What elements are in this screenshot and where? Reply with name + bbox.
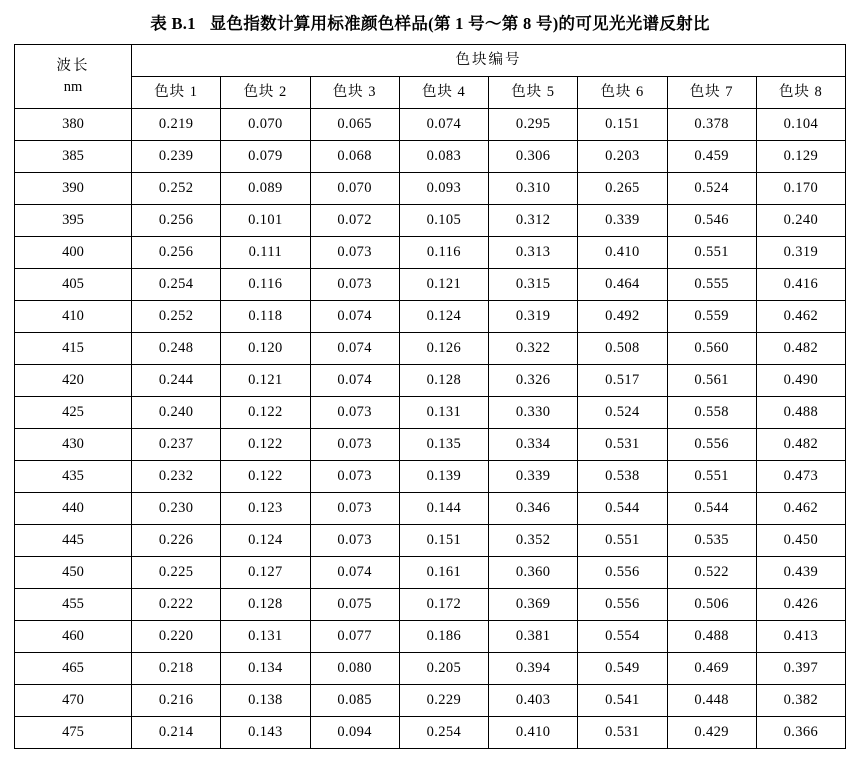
cell-reflectance-patch-7: 0.488 bbox=[667, 621, 756, 653]
column-header-patch-7: 色块 7 bbox=[667, 77, 756, 109]
cell-reflectance-patch-1: 0.226 bbox=[132, 525, 221, 557]
cell-reflectance-patch-2: 0.134 bbox=[221, 653, 310, 685]
table-body bbox=[15, 109, 846, 749]
cell-reflectance-patch-7: 0.561 bbox=[667, 365, 756, 397]
cell-reflectance-patch-7: 0.558 bbox=[667, 397, 756, 429]
cell-reflectance-patch-3: 0.073 bbox=[310, 397, 399, 429]
cell-reflectance-patch-4: 0.151 bbox=[399, 525, 488, 557]
table-row bbox=[15, 557, 846, 589]
cell-reflectance-patch-2: 0.111 bbox=[221, 237, 310, 269]
cell-reflectance-patch-1: 0.254 bbox=[132, 269, 221, 301]
table-row bbox=[15, 461, 846, 493]
cell-reflectance-patch-1: 0.222 bbox=[132, 589, 221, 621]
column-header-patch-4: 色块 4 bbox=[399, 77, 488, 109]
cell-reflectance-patch-4: 0.126 bbox=[399, 333, 488, 365]
cell-reflectance-patch-6: 0.531 bbox=[578, 429, 667, 461]
cell-wavelength: 415 bbox=[15, 333, 132, 365]
cell-wavelength: 455 bbox=[15, 589, 132, 621]
cell-reflectance-patch-5: 0.394 bbox=[489, 653, 578, 685]
cell-wavelength: 470 bbox=[15, 685, 132, 717]
cell-reflectance-patch-1: 0.239 bbox=[132, 141, 221, 173]
cell-reflectance-patch-1: 0.225 bbox=[132, 557, 221, 589]
cell-reflectance-patch-8: 0.426 bbox=[756, 589, 845, 621]
cell-reflectance-patch-7: 0.546 bbox=[667, 205, 756, 237]
cell-reflectance-patch-4: 0.116 bbox=[399, 237, 488, 269]
table-row bbox=[15, 493, 846, 525]
table-row bbox=[15, 301, 846, 333]
table-row bbox=[15, 205, 846, 237]
cell-reflectance-patch-8: 0.490 bbox=[756, 365, 845, 397]
cell-reflectance-patch-1: 0.248 bbox=[132, 333, 221, 365]
cell-reflectance-patch-3: 0.075 bbox=[310, 589, 399, 621]
cell-reflectance-patch-6: 0.203 bbox=[578, 141, 667, 173]
cell-wavelength: 440 bbox=[15, 493, 132, 525]
cell-reflectance-patch-8: 0.473 bbox=[756, 461, 845, 493]
cell-reflectance-patch-4: 0.172 bbox=[399, 589, 488, 621]
table-caption bbox=[0, 0, 860, 44]
table-row bbox=[15, 365, 846, 397]
cell-reflectance-patch-5: 0.322 bbox=[489, 333, 578, 365]
cell-reflectance-patch-1: 0.252 bbox=[132, 173, 221, 205]
cell-reflectance-patch-2: 0.101 bbox=[221, 205, 310, 237]
cell-reflectance-patch-7: 0.544 bbox=[667, 493, 756, 525]
cell-reflectance-patch-6: 0.508 bbox=[578, 333, 667, 365]
cell-reflectance-patch-5: 0.313 bbox=[489, 237, 578, 269]
cell-reflectance-patch-6: 0.551 bbox=[578, 525, 667, 557]
cell-reflectance-patch-1: 0.256 bbox=[132, 237, 221, 269]
cell-reflectance-patch-6: 0.556 bbox=[578, 557, 667, 589]
cell-reflectance-patch-7: 0.448 bbox=[667, 685, 756, 717]
table-row bbox=[15, 589, 846, 621]
cell-reflectance-patch-2: 0.079 bbox=[221, 141, 310, 173]
cell-reflectance-patch-2: 0.131 bbox=[221, 621, 310, 653]
cell-reflectance-patch-2: 0.123 bbox=[221, 493, 310, 525]
cell-reflectance-patch-4: 0.074 bbox=[399, 109, 488, 141]
cell-reflectance-patch-1: 0.240 bbox=[132, 397, 221, 429]
cell-reflectance-patch-6: 0.339 bbox=[578, 205, 667, 237]
column-header-patch-2: 色块 2 bbox=[221, 77, 310, 109]
cell-reflectance-patch-4: 0.131 bbox=[399, 397, 488, 429]
cell-reflectance-patch-3: 0.074 bbox=[310, 365, 399, 397]
cell-reflectance-patch-1: 0.214 bbox=[132, 717, 221, 749]
cell-reflectance-patch-3: 0.070 bbox=[310, 173, 399, 205]
cell-reflectance-patch-4: 0.161 bbox=[399, 557, 488, 589]
cell-wavelength: 405 bbox=[15, 269, 132, 301]
cell-reflectance-patch-1: 0.244 bbox=[132, 365, 221, 397]
cell-reflectance-patch-4: 0.093 bbox=[399, 173, 488, 205]
cell-reflectance-patch-8: 0.439 bbox=[756, 557, 845, 589]
cell-reflectance-patch-4: 0.139 bbox=[399, 461, 488, 493]
cell-reflectance-patch-6: 0.410 bbox=[578, 237, 667, 269]
cell-reflectance-patch-2: 0.120 bbox=[221, 333, 310, 365]
cell-reflectance-patch-2: 0.118 bbox=[221, 301, 310, 333]
cell-reflectance-patch-7: 0.551 bbox=[667, 461, 756, 493]
table-row bbox=[15, 685, 846, 717]
table-row bbox=[15, 269, 846, 301]
cell-reflectance-patch-1: 0.219 bbox=[132, 109, 221, 141]
table-row bbox=[15, 397, 846, 429]
cell-reflectance-patch-8: 0.366 bbox=[756, 717, 845, 749]
cell-reflectance-patch-6: 0.531 bbox=[578, 717, 667, 749]
cell-reflectance-patch-1: 0.252 bbox=[132, 301, 221, 333]
cell-reflectance-patch-5: 0.410 bbox=[489, 717, 578, 749]
cell-reflectance-patch-4: 0.135 bbox=[399, 429, 488, 461]
cell-wavelength: 385 bbox=[15, 141, 132, 173]
cell-reflectance-patch-7: 0.429 bbox=[667, 717, 756, 749]
table-number: 表 B.1 bbox=[150, 14, 196, 33]
cell-reflectance-patch-8: 0.482 bbox=[756, 333, 845, 365]
cell-reflectance-patch-2: 0.122 bbox=[221, 429, 310, 461]
cell-reflectance-patch-6: 0.549 bbox=[578, 653, 667, 685]
cell-wavelength: 475 bbox=[15, 717, 132, 749]
cell-reflectance-patch-4: 0.083 bbox=[399, 141, 488, 173]
cell-wavelength: 435 bbox=[15, 461, 132, 493]
cell-reflectance-patch-6: 0.464 bbox=[578, 269, 667, 301]
table-row bbox=[15, 653, 846, 685]
cell-reflectance-patch-5: 0.403 bbox=[489, 685, 578, 717]
cell-reflectance-patch-1: 0.230 bbox=[132, 493, 221, 525]
cell-reflectance-patch-7: 0.559 bbox=[667, 301, 756, 333]
cell-reflectance-patch-5: 0.339 bbox=[489, 461, 578, 493]
cell-reflectance-patch-2: 0.089 bbox=[221, 173, 310, 205]
cell-reflectance-patch-5: 0.330 bbox=[489, 397, 578, 429]
cell-reflectance-patch-5: 0.369 bbox=[489, 589, 578, 621]
cell-reflectance-patch-8: 0.170 bbox=[756, 173, 845, 205]
cell-reflectance-patch-7: 0.524 bbox=[667, 173, 756, 205]
cell-reflectance-patch-1: 0.237 bbox=[132, 429, 221, 461]
cell-reflectance-patch-4: 0.229 bbox=[399, 685, 488, 717]
cell-reflectance-patch-8: 0.382 bbox=[756, 685, 845, 717]
cell-reflectance-patch-2: 0.138 bbox=[221, 685, 310, 717]
cell-reflectance-patch-3: 0.094 bbox=[310, 717, 399, 749]
cell-wavelength: 430 bbox=[15, 429, 132, 461]
wavelength-header bbox=[15, 45, 132, 109]
cell-reflectance-patch-6: 0.544 bbox=[578, 493, 667, 525]
cell-reflectance-patch-5: 0.346 bbox=[489, 493, 578, 525]
column-header-patch-6: 色块 6 bbox=[578, 77, 667, 109]
cell-reflectance-patch-1: 0.220 bbox=[132, 621, 221, 653]
cell-wavelength: 390 bbox=[15, 173, 132, 205]
cell-wavelength: 465 bbox=[15, 653, 132, 685]
cell-reflectance-patch-8: 0.397 bbox=[756, 653, 845, 685]
cell-reflectance-patch-7: 0.459 bbox=[667, 141, 756, 173]
cell-wavelength: 450 bbox=[15, 557, 132, 589]
cell-reflectance-patch-3: 0.073 bbox=[310, 237, 399, 269]
cell-reflectance-patch-4: 0.186 bbox=[399, 621, 488, 653]
column-header-patch-8: 色块 8 bbox=[756, 77, 845, 109]
cell-reflectance-patch-1: 0.218 bbox=[132, 653, 221, 685]
cell-reflectance-patch-5: 0.326 bbox=[489, 365, 578, 397]
cell-reflectance-patch-4: 0.128 bbox=[399, 365, 488, 397]
cell-reflectance-patch-6: 0.541 bbox=[578, 685, 667, 717]
color-patch-group-header: 色块编号 bbox=[132, 45, 846, 77]
cell-reflectance-patch-7: 0.469 bbox=[667, 653, 756, 685]
cell-reflectance-patch-8: 0.129 bbox=[756, 141, 845, 173]
cell-reflectance-patch-6: 0.538 bbox=[578, 461, 667, 493]
cell-reflectance-patch-3: 0.074 bbox=[310, 333, 399, 365]
cell-reflectance-patch-2: 0.122 bbox=[221, 461, 310, 493]
cell-reflectance-patch-2: 0.116 bbox=[221, 269, 310, 301]
cell-wavelength: 410 bbox=[15, 301, 132, 333]
cell-reflectance-patch-4: 0.205 bbox=[399, 653, 488, 685]
cell-reflectance-patch-8: 0.240 bbox=[756, 205, 845, 237]
cell-reflectance-patch-4: 0.254 bbox=[399, 717, 488, 749]
table-row bbox=[15, 525, 846, 557]
cell-reflectance-patch-8: 0.104 bbox=[756, 109, 845, 141]
cell-reflectance-patch-2: 0.128 bbox=[221, 589, 310, 621]
cell-reflectance-patch-3: 0.065 bbox=[310, 109, 399, 141]
table-title: 显色指数计算用标准颜色样品(第 1 号～第 8 号)的可见光光谱反射比 bbox=[209, 14, 710, 33]
cell-reflectance-patch-3: 0.074 bbox=[310, 301, 399, 333]
cell-reflectance-patch-5: 0.381 bbox=[489, 621, 578, 653]
cell-reflectance-patch-6: 0.554 bbox=[578, 621, 667, 653]
cell-reflectance-patch-8: 0.416 bbox=[756, 269, 845, 301]
table-row bbox=[15, 621, 846, 653]
cell-reflectance-patch-6: 0.524 bbox=[578, 397, 667, 429]
wavelength-header-unit: nm bbox=[63, 78, 83, 95]
cell-reflectance-patch-2: 0.070 bbox=[221, 109, 310, 141]
cell-reflectance-patch-8: 0.462 bbox=[756, 493, 845, 525]
cell-reflectance-patch-4: 0.121 bbox=[399, 269, 488, 301]
cell-wavelength: 445 bbox=[15, 525, 132, 557]
column-header-patch-5: 色块 5 bbox=[489, 77, 578, 109]
header-row-1 bbox=[15, 45, 846, 77]
table-row bbox=[15, 237, 846, 269]
cell-reflectance-patch-1: 0.232 bbox=[132, 461, 221, 493]
cell-wavelength: 400 bbox=[15, 237, 132, 269]
cell-reflectance-patch-5: 0.306 bbox=[489, 141, 578, 173]
cell-reflectance-patch-3: 0.072 bbox=[310, 205, 399, 237]
cell-wavelength: 425 bbox=[15, 397, 132, 429]
table-row bbox=[15, 173, 846, 205]
cell-reflectance-patch-8: 0.482 bbox=[756, 429, 845, 461]
cell-reflectance-patch-7: 0.535 bbox=[667, 525, 756, 557]
cell-reflectance-patch-7: 0.551 bbox=[667, 237, 756, 269]
cell-reflectance-patch-8: 0.319 bbox=[756, 237, 845, 269]
cell-reflectance-patch-3: 0.085 bbox=[310, 685, 399, 717]
cell-reflectance-patch-7: 0.560 bbox=[667, 333, 756, 365]
cell-reflectance-patch-5: 0.315 bbox=[489, 269, 578, 301]
cell-reflectance-patch-8: 0.450 bbox=[756, 525, 845, 557]
cell-reflectance-patch-3: 0.080 bbox=[310, 653, 399, 685]
cell-reflectance-patch-4: 0.105 bbox=[399, 205, 488, 237]
cell-wavelength: 380 bbox=[15, 109, 132, 141]
cell-reflectance-patch-7: 0.556 bbox=[667, 429, 756, 461]
cell-reflectance-patch-6: 0.556 bbox=[578, 589, 667, 621]
cell-reflectance-patch-2: 0.143 bbox=[221, 717, 310, 749]
table-header bbox=[15, 45, 846, 109]
cell-reflectance-patch-1: 0.216 bbox=[132, 685, 221, 717]
cell-reflectance-patch-3: 0.077 bbox=[310, 621, 399, 653]
cell-wavelength: 460 bbox=[15, 621, 132, 653]
cell-reflectance-patch-3: 0.073 bbox=[310, 429, 399, 461]
table-row bbox=[15, 333, 846, 365]
cell-reflectance-patch-6: 0.492 bbox=[578, 301, 667, 333]
cell-reflectance-patch-3: 0.073 bbox=[310, 461, 399, 493]
cell-reflectance-patch-4: 0.144 bbox=[399, 493, 488, 525]
cell-reflectance-patch-3: 0.068 bbox=[310, 141, 399, 173]
table-container bbox=[0, 44, 860, 749]
cell-wavelength: 395 bbox=[15, 205, 132, 237]
column-header-patch-1: 色块 1 bbox=[132, 77, 221, 109]
cell-reflectance-patch-5: 0.310 bbox=[489, 173, 578, 205]
cell-reflectance-patch-2: 0.122 bbox=[221, 397, 310, 429]
cell-reflectance-patch-2: 0.127 bbox=[221, 557, 310, 589]
cell-reflectance-patch-5: 0.295 bbox=[489, 109, 578, 141]
cell-reflectance-patch-7: 0.506 bbox=[667, 589, 756, 621]
cell-reflectance-patch-3: 0.073 bbox=[310, 525, 399, 557]
table-row bbox=[15, 429, 846, 461]
header-row-2 bbox=[15, 77, 846, 109]
cell-reflectance-patch-7: 0.522 bbox=[667, 557, 756, 589]
cell-reflectance-patch-5: 0.312 bbox=[489, 205, 578, 237]
cell-reflectance-patch-8: 0.413 bbox=[756, 621, 845, 653]
cell-reflectance-patch-3: 0.073 bbox=[310, 269, 399, 301]
cell-reflectance-patch-7: 0.555 bbox=[667, 269, 756, 301]
cell-reflectance-patch-7: 0.378 bbox=[667, 109, 756, 141]
cell-reflectance-patch-2: 0.124 bbox=[221, 525, 310, 557]
cell-reflectance-patch-3: 0.074 bbox=[310, 557, 399, 589]
cell-reflectance-patch-8: 0.462 bbox=[756, 301, 845, 333]
column-header-patch-3: 色块 3 bbox=[310, 77, 399, 109]
table-row bbox=[15, 109, 846, 141]
wavelength-header-label: 波长 bbox=[56, 57, 90, 74]
cell-reflectance-patch-3: 0.073 bbox=[310, 493, 399, 525]
cell-reflectance-patch-8: 0.488 bbox=[756, 397, 845, 429]
cell-reflectance-patch-2: 0.121 bbox=[221, 365, 310, 397]
cell-reflectance-patch-5: 0.334 bbox=[489, 429, 578, 461]
spectral-reflectance-table bbox=[14, 44, 846, 749]
table-row bbox=[15, 717, 846, 749]
cell-reflectance-patch-5: 0.352 bbox=[489, 525, 578, 557]
cell-reflectance-patch-4: 0.124 bbox=[399, 301, 488, 333]
table-row bbox=[15, 141, 846, 173]
cell-reflectance-patch-6: 0.265 bbox=[578, 173, 667, 205]
cell-reflectance-patch-5: 0.360 bbox=[489, 557, 578, 589]
cell-reflectance-patch-6: 0.151 bbox=[578, 109, 667, 141]
cell-reflectance-patch-1: 0.256 bbox=[132, 205, 221, 237]
cell-wavelength: 420 bbox=[15, 365, 132, 397]
cell-reflectance-patch-6: 0.517 bbox=[578, 365, 667, 397]
cell-reflectance-patch-5: 0.319 bbox=[489, 301, 578, 333]
